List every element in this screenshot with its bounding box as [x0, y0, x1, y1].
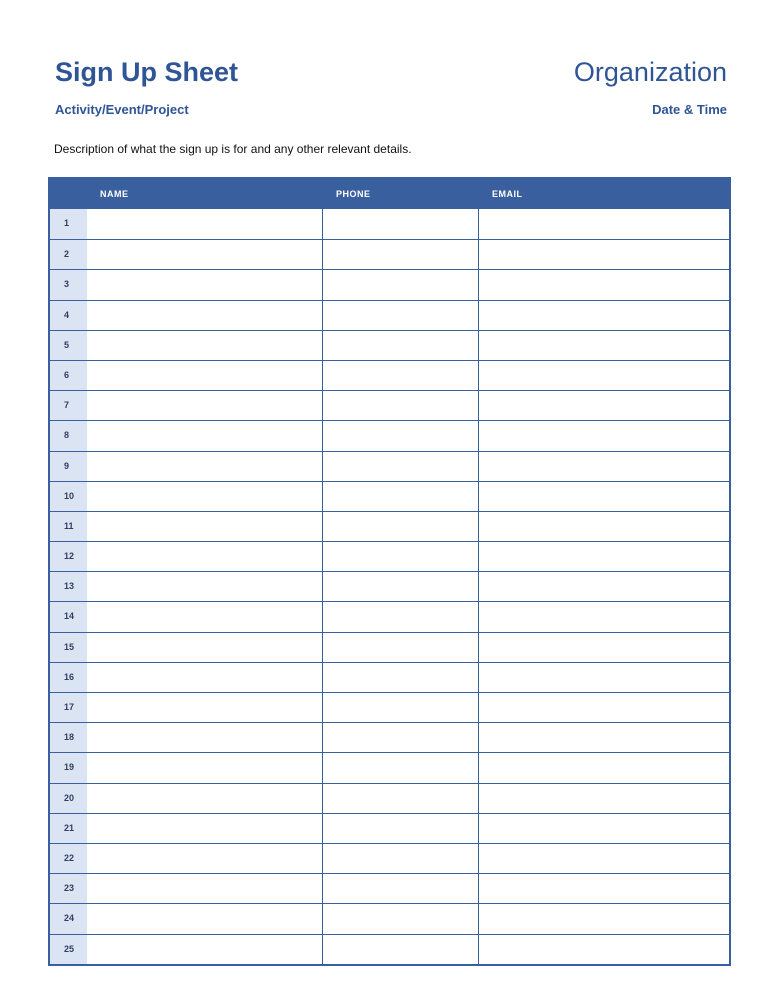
name-cell[interactable] — [86, 209, 322, 239]
row-number: 10 — [50, 482, 86, 511]
row-number: 7 — [50, 391, 86, 420]
phone-cell[interactable] — [322, 452, 478, 481]
header-email: EMAIL — [492, 189, 523, 199]
name-cell[interactable] — [86, 904, 322, 933]
phone-cell[interactable] — [322, 693, 478, 722]
row-number: 4 — [50, 301, 86, 330]
name-cell[interactable] — [86, 602, 322, 631]
phone-cell[interactable] — [322, 542, 478, 571]
email-cell[interactable] — [478, 421, 729, 450]
table-row — [50, 632, 729, 662]
email-cell[interactable] — [478, 935, 729, 964]
email-cell[interactable] — [478, 270, 729, 299]
table-row — [50, 360, 729, 390]
email-cell[interactable] — [478, 874, 729, 903]
phone-cell[interactable] — [322, 331, 478, 360]
name-cell[interactable] — [86, 240, 322, 269]
name-cell[interactable] — [86, 482, 322, 511]
name-cell[interactable] — [86, 391, 322, 420]
name-cell[interactable] — [86, 753, 322, 782]
phone-cell[interactable] — [322, 844, 478, 873]
phone-cell[interactable] — [322, 935, 478, 964]
activity-subtitle: Activity/Event/Project — [55, 102, 189, 117]
row-number: 6 — [50, 361, 86, 390]
email-cell[interactable] — [478, 361, 729, 390]
table-row — [50, 511, 729, 541]
email-cell[interactable] — [478, 723, 729, 752]
row-number: 9 — [50, 452, 86, 481]
table-row — [50, 722, 729, 752]
name-cell[interactable] — [86, 331, 322, 360]
row-number: 8 — [50, 421, 86, 450]
table-row — [50, 934, 729, 964]
table-row — [50, 300, 729, 330]
name-cell[interactable] — [86, 633, 322, 662]
email-cell[interactable] — [478, 301, 729, 330]
header-number-column — [50, 179, 86, 209]
name-cell[interactable] — [86, 361, 322, 390]
name-cell[interactable] — [86, 844, 322, 873]
row-number: 19 — [50, 753, 86, 782]
table-row — [50, 692, 729, 722]
row-number: 25 — [50, 935, 86, 964]
header-phone: PHONE — [336, 189, 371, 199]
row-number: 2 — [50, 240, 86, 269]
description-text: Description of what the sign up is for and any other relevant details. — [54, 142, 412, 156]
header-name: NAME — [100, 189, 129, 199]
name-cell[interactable] — [86, 693, 322, 722]
row-number: 23 — [50, 874, 86, 903]
phone-cell[interactable] — [322, 874, 478, 903]
phone-cell[interactable] — [322, 572, 478, 601]
table-row — [50, 601, 729, 631]
table-row — [50, 873, 729, 903]
email-cell[interactable] — [478, 331, 729, 360]
phone-cell[interactable] — [322, 270, 478, 299]
table-row — [50, 783, 729, 813]
name-cell[interactable] — [86, 814, 322, 843]
row-number: 22 — [50, 844, 86, 873]
phone-cell[interactable] — [322, 301, 478, 330]
row-number: 20 — [50, 784, 86, 813]
table-row — [50, 813, 729, 843]
phone-cell[interactable] — [322, 753, 478, 782]
row-number: 15 — [50, 633, 86, 662]
row-number: 1 — [50, 209, 86, 239]
name-cell[interactable] — [86, 512, 322, 541]
table-row — [50, 541, 729, 571]
name-cell[interactable] — [86, 270, 322, 299]
phone-cell[interactable] — [322, 814, 478, 843]
email-cell[interactable] — [478, 602, 729, 631]
email-cell[interactable] — [478, 482, 729, 511]
row-number: 17 — [50, 693, 86, 722]
phone-cell[interactable] — [322, 633, 478, 662]
row-number: 12 — [50, 542, 86, 571]
phone-cell[interactable] — [322, 391, 478, 420]
email-cell[interactable] — [478, 663, 729, 692]
phone-cell[interactable] — [322, 904, 478, 933]
email-cell[interactable] — [478, 693, 729, 722]
name-cell[interactable] — [86, 452, 322, 481]
row-number: 24 — [50, 904, 86, 933]
table-row — [50, 330, 729, 360]
name-cell[interactable] — [86, 874, 322, 903]
phone-cell[interactable] — [322, 421, 478, 450]
phone-cell[interactable] — [322, 602, 478, 631]
phone-cell[interactable] — [322, 240, 478, 269]
name-cell[interactable] — [86, 663, 322, 692]
table-row — [50, 752, 729, 782]
table-row — [50, 269, 729, 299]
organization-label: Organization — [573, 57, 727, 87]
phone-cell[interactable] — [322, 512, 478, 541]
email-cell[interactable] — [478, 753, 729, 782]
signup-table — [48, 177, 731, 966]
name-cell[interactable] — [86, 572, 322, 601]
table-row — [50, 420, 729, 450]
phone-cell[interactable] — [322, 663, 478, 692]
name-cell[interactable] — [86, 301, 322, 330]
phone-cell[interactable] — [322, 482, 478, 511]
phone-cell[interactable] — [322, 209, 478, 239]
name-cell[interactable] — [86, 421, 322, 450]
phone-cell[interactable] — [322, 784, 478, 813]
email-cell[interactable] — [478, 904, 729, 933]
table-row — [50, 451, 729, 481]
email-cell[interactable] — [478, 512, 729, 541]
row-number: 11 — [50, 512, 86, 541]
email-cell[interactable] — [478, 542, 729, 571]
table-row — [50, 481, 729, 511]
table-row — [50, 662, 729, 692]
email-cell[interactable] — [478, 814, 729, 843]
date-time-label: Date & Time — [652, 102, 727, 117]
row-number: 18 — [50, 723, 86, 752]
email-cell[interactable] — [478, 844, 729, 873]
email-cell[interactable] — [478, 240, 729, 269]
table-row — [50, 209, 729, 239]
table-row — [50, 571, 729, 601]
row-number: 13 — [50, 572, 86, 601]
email-cell[interactable] — [478, 572, 729, 601]
table-row — [50, 843, 729, 873]
table-body — [50, 209, 729, 964]
email-cell[interactable] — [478, 784, 729, 813]
email-cell[interactable] — [478, 452, 729, 481]
name-cell[interactable] — [86, 784, 322, 813]
phone-cell[interactable] — [322, 723, 478, 752]
email-cell[interactable] — [478, 209, 729, 239]
table-row — [50, 903, 729, 933]
table-header-row — [50, 179, 729, 209]
row-number: 16 — [50, 663, 86, 692]
table-row — [50, 390, 729, 420]
email-cell[interactable] — [478, 633, 729, 662]
phone-cell[interactable] — [322, 361, 478, 390]
name-cell[interactable] — [86, 542, 322, 571]
name-cell[interactable] — [86, 723, 322, 752]
row-number: 3 — [50, 270, 86, 299]
row-number: 21 — [50, 814, 86, 843]
name-cell[interactable] — [86, 935, 322, 964]
row-number: 5 — [50, 331, 86, 360]
email-cell[interactable] — [478, 391, 729, 420]
row-number: 14 — [50, 602, 86, 631]
page-title: Sign Up Sheet — [55, 57, 239, 87]
table-row — [50, 239, 729, 269]
